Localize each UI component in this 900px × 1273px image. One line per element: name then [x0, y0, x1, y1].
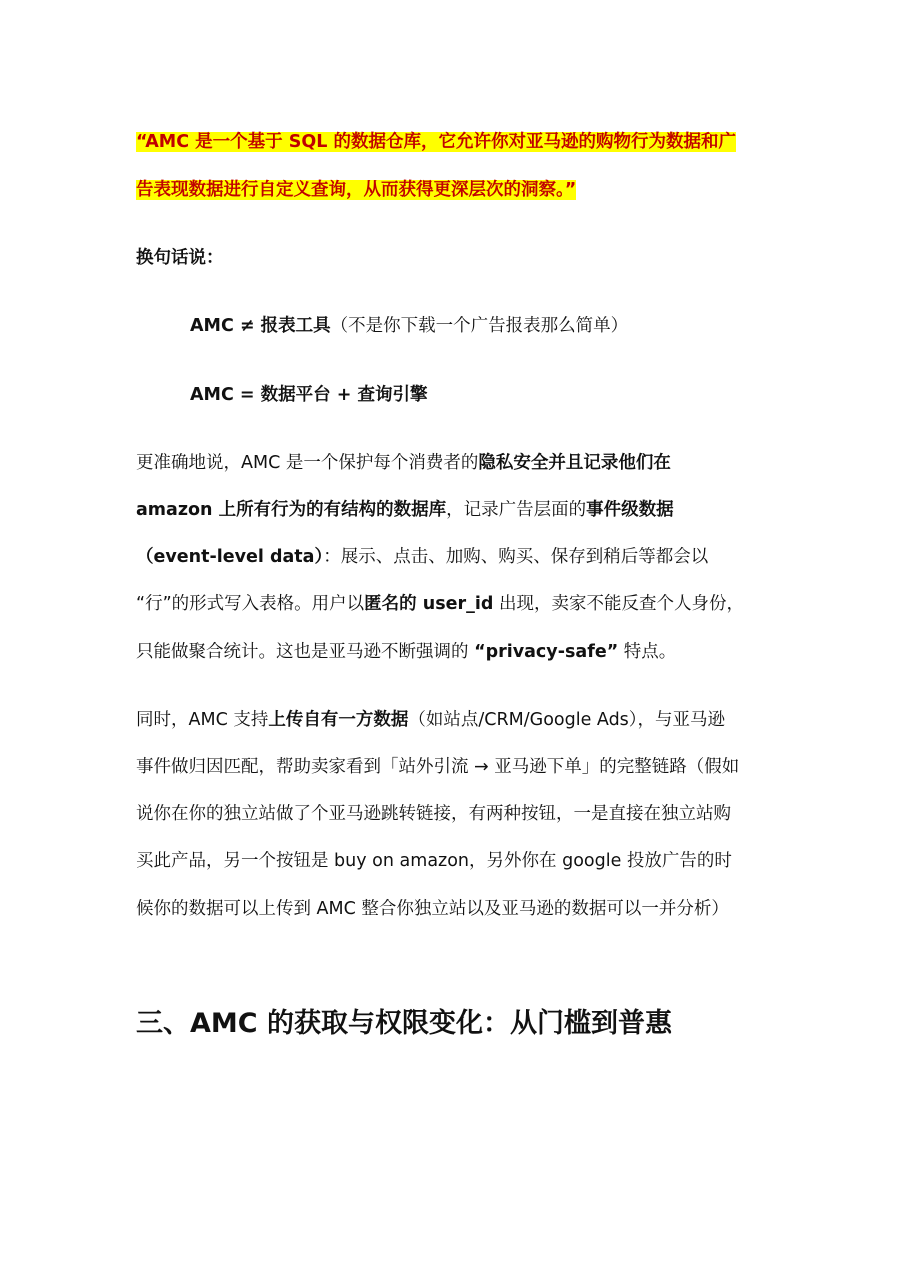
p1-l2-bold-c: 事件级数据	[586, 500, 674, 520]
definition-2-bold: AMC = 数据平台 + 查询引擎	[190, 385, 428, 405]
quote-highlight-1: “AMC 是一个基于 SQL 的数据仓库，它允许你对亚马逊的购物行为数据和广	[136, 132, 736, 152]
paragraph-2-line-5: 候你的数据可以上传到 AMC 整合你独立站以及亚马逊的数据可以一并分析）	[136, 899, 729, 919]
section-heading: 三、AMC 的获取与权限变化：从门槛到普惠	[136, 1008, 672, 1039]
p1-l1-bold: 隐私安全并且记录他们在	[478, 453, 671, 473]
p1-l3-text: ：展示、点击、加购、购买、保存到稍后等都会以	[323, 547, 709, 567]
p1-l2-bold-a: amazon 上所有行为的有结构的数据库	[136, 500, 447, 520]
p2-l1-text-c: （如站点/CRM/Google Ads），与亚马逊	[408, 710, 726, 730]
p1-l5-bold: “privacy-safe”	[474, 642, 619, 662]
definition-1-bold: AMC ≠ 报表工具	[190, 316, 331, 336]
p1-l1-text: 更准确地说，AMC 是一个保护每个消费者的	[136, 453, 479, 473]
p2-l1-text-a: 同时，AMC 支持	[136, 710, 269, 730]
paragraph-1-line-1	[136, 450, 671, 476]
paragraph-2-line-4: 买此产品，另一个按钮是 buy on amazon，另外你在 google 投放广告的时	[136, 851, 732, 871]
paragraph-1-line-5	[136, 639, 676, 665]
p1-l4-text-a: “行”的形式写入表格。用户以	[136, 594, 365, 614]
paragraph-1-line-3	[136, 544, 708, 570]
definition-1	[190, 313, 628, 339]
paragraph-2-line-3: 说你在你的独立站做了个亚马逊跳转链接，有两种按钮，一是直接在独立站购	[136, 804, 731, 824]
p1-l2-text: ，记录广告层面的	[446, 500, 587, 520]
in-other-words-label: 换句话说：	[136, 248, 224, 268]
p2-l1-bold: 上传自有一方数据	[268, 710, 409, 730]
paragraph-2-line-1	[136, 707, 725, 733]
quote-line-1	[136, 129, 736, 155]
paragraph-1-line-2	[136, 497, 674, 523]
p1-l3-bold: （event-level data）	[136, 547, 324, 567]
p1-l5-text-c: 特点。	[618, 642, 677, 662]
definition-1-text: （不是你下载一个广告报表那么简单）	[330, 316, 629, 336]
quote-highlight-2: 告表现数据进行自定义查询，从而获得更深层次的洞察。”	[136, 180, 577, 200]
definition-2	[190, 382, 428, 408]
p1-l5-text-a: 只能做聚合统计。这也是亚马逊不断强调的	[136, 642, 475, 662]
p1-l4-bold: 匿名的 user_id	[364, 594, 494, 614]
paragraph-2-line-2: 事件做归因匹配，帮助卖家看到「站外引流 → 亚马逊下单」的完整链路（假如	[136, 757, 740, 777]
p1-l4-text-c: 出现，卖家不能反查个人身份，	[493, 594, 744, 614]
paragraph-1-line-4	[136, 591, 744, 617]
quote-line-2	[136, 177, 576, 203]
